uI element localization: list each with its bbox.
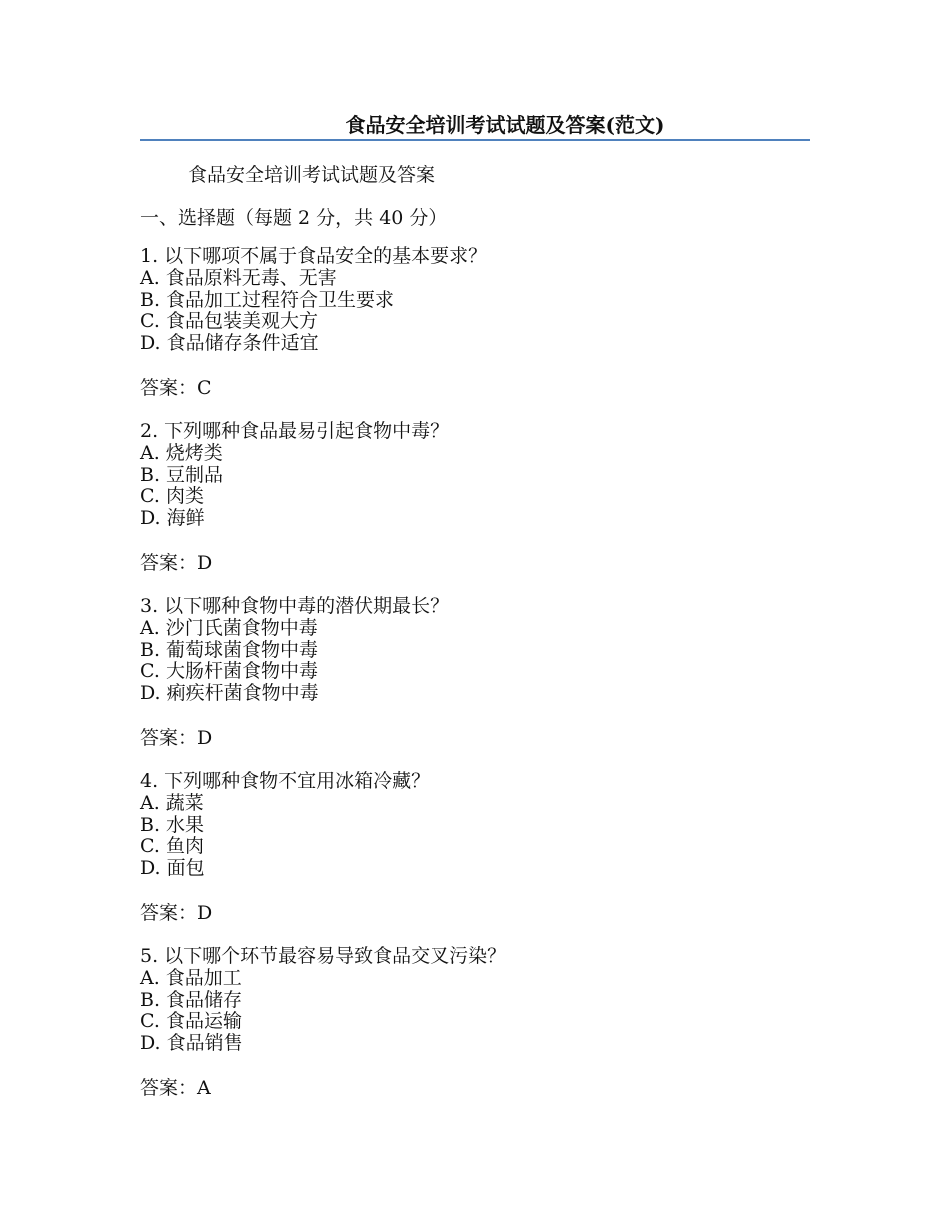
question-3	[140, 596, 810, 705]
question-stem: 3. 以下哪种食物中毒的潜伏期最长？	[140, 594, 450, 617]
option-c: C. 食品运输	[140, 1010, 242, 1033]
question-2	[140, 421, 810, 530]
answer-line: 答案：A	[140, 1076, 211, 1099]
question-stem: 1. 以下哪项不属于食品安全的基本要求？	[140, 245, 488, 267]
option-d: D. 海鲜	[140, 507, 205, 530]
answer-line: 答案：D	[140, 901, 213, 924]
option-a: A. 食品原料无毒、无害	[140, 266, 337, 289]
option-b: B. 食品储存	[140, 988, 243, 1011]
answer-line: 答案：C	[140, 376, 212, 399]
question-block-5	[140, 946, 810, 1100]
header-divider	[140, 139, 810, 141]
option-d: D. 面包	[140, 857, 205, 880]
option-b: B. 食品加工过程符合卫生要求	[140, 288, 395, 311]
question-1	[140, 246, 810, 355]
option-a: A. 沙门氏菌食物中毒	[140, 616, 318, 639]
option-b: B. 水果	[140, 813, 205, 836]
question-block-2	[140, 421, 810, 575]
question-4	[140, 771, 810, 880]
option-b: B. 豆制品	[140, 463, 224, 486]
option-d: D. 食品销售	[140, 1032, 243, 1055]
option-d: D. 痢疾杆菌食物中毒	[140, 682, 319, 705]
question-5	[140, 946, 810, 1055]
option-a: A. 烧烤类	[140, 441, 223, 464]
question-block-4	[140, 771, 810, 925]
document-title: 食品安全培训考试试题及答案	[188, 164, 436, 186]
option-c: C. 大肠杆菌食物中毒	[140, 660, 318, 683]
document-body	[140, 160, 810, 1100]
question-stem: 4. 下列哪种食物不宜用冰箱冷藏？	[140, 769, 431, 792]
option-b: B. 葡萄球菌食物中毒	[140, 638, 319, 661]
question-stem: 2. 下列哪种食品最易引起食物中毒？	[140, 419, 450, 442]
page-header-title: 食品安全培训考试试题及答案(范文)	[345, 113, 665, 137]
question-stem: 5. 以下哪个环节最容易导致食品交叉污染？	[140, 944, 507, 967]
answer-line: 答案：D	[140, 551, 213, 574]
option-d: D. 食品储存条件适宜	[140, 332, 319, 355]
question-block-1	[140, 246, 810, 400]
question-block-3	[140, 596, 810, 750]
answer-line: 答案：D	[140, 726, 213, 749]
section-heading: 一、选择题（每题 2 分，共 40 分）	[140, 207, 448, 229]
option-c: C. 食品包装美观大方	[140, 310, 318, 333]
option-c: C. 鱼肉	[140, 835, 204, 858]
option-c: C. 肉类	[140, 485, 204, 508]
option-a: A. 蔬菜	[140, 791, 204, 814]
option-a: A. 食品加工	[140, 966, 242, 989]
